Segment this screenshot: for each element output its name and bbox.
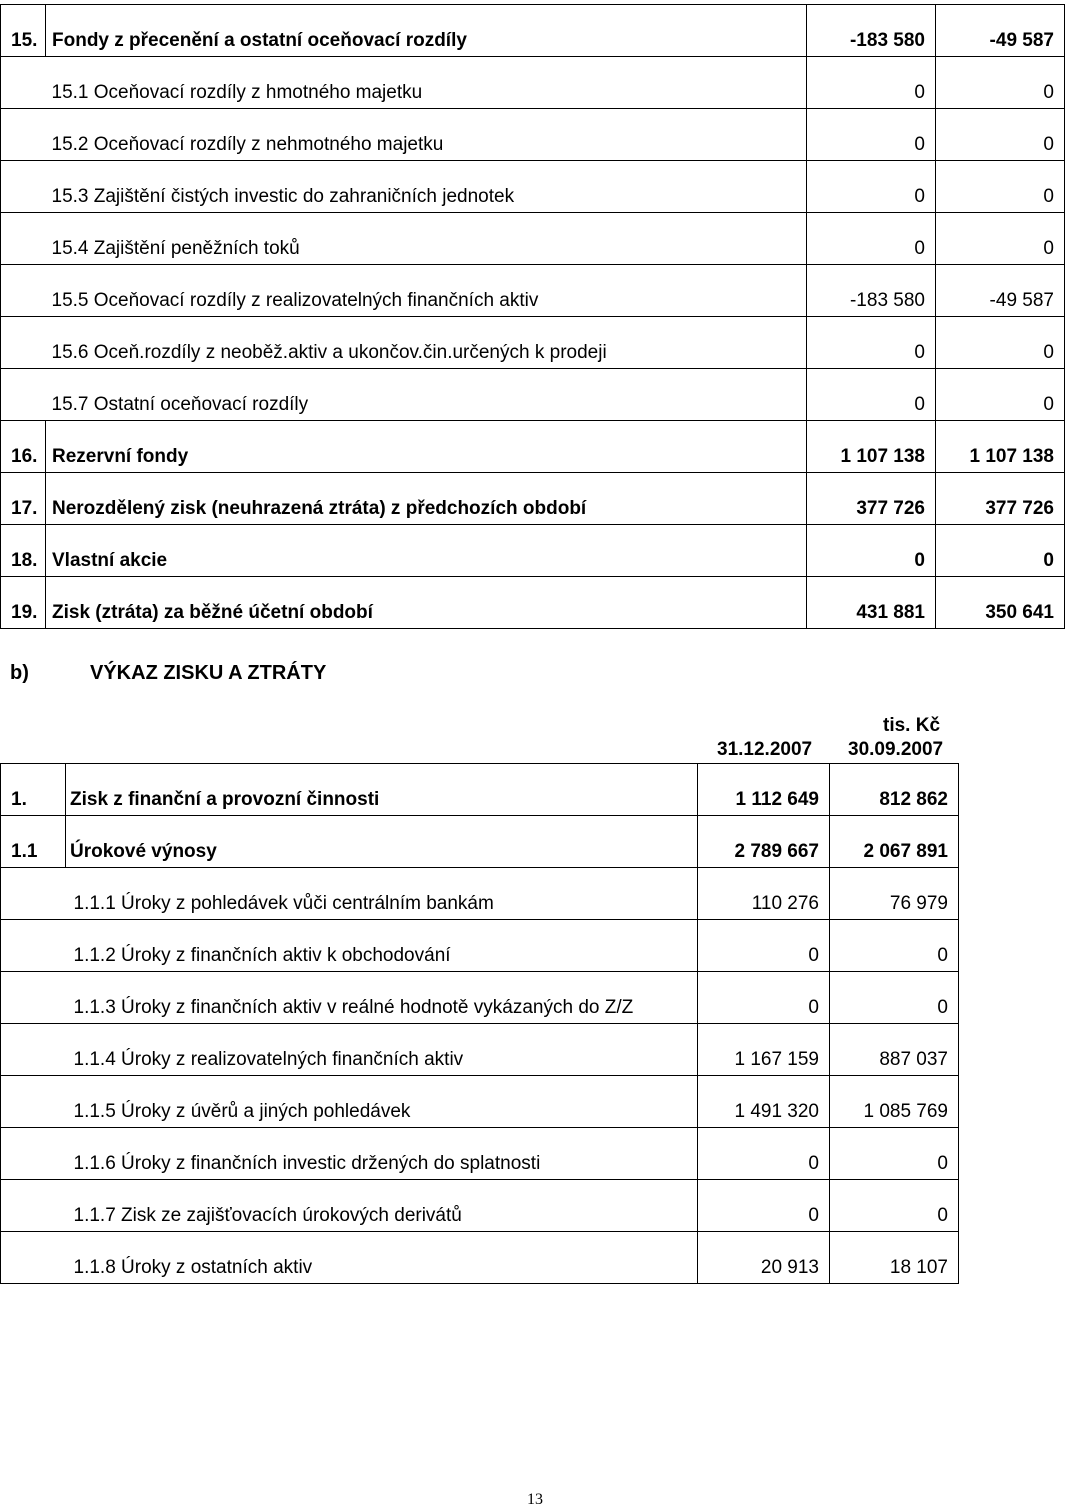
value-current: 1 167 159 [698,1024,830,1076]
table-row [1,421,1065,473]
row-label: Úrokové výnosy [66,816,698,868]
row-label: 15.4 Zajištění peněžních toků [46,213,807,265]
row-label: 15.7 Ostatní oceňovací rozdíly [46,369,807,421]
row-label: 1.1.2 Úroky z finančních aktiv k obchodování [66,920,698,972]
value-previous: 18 107 [830,1232,959,1284]
row-code-cell [1,920,66,972]
value-previous: 887 037 [830,1024,959,1076]
table-row [1,57,1065,109]
table-row [1,1076,959,1128]
row-label: Fondy z přecenění a ostatní oceňovací rozdíly [46,5,807,57]
value-previous: 0 [936,317,1065,369]
table-row [1,369,1065,421]
value-previous: 0 [936,109,1065,161]
value-previous: 1 085 769 [830,1076,959,1128]
row-code: 1.1 [1,816,66,868]
value-current: 0 [698,972,830,1024]
row-label: Zisk z finanční a provozní činnosti [66,764,698,816]
value-current: 110 276 [698,868,830,920]
table-row [1,5,1065,57]
table-row [1,1180,959,1232]
row-code-cell [1,265,46,317]
value-current: 0 [807,109,936,161]
value-current: 1 112 649 [698,764,830,816]
row-code: 18. [1,525,46,577]
table-row [1,577,1065,629]
value-previous: 0 [830,920,959,972]
row-code: 19. [1,577,46,629]
table-row [1,972,959,1024]
row-code-cell [1,161,46,213]
row-code-cell [1,369,46,421]
table-row [1,816,959,868]
row-code-cell [1,972,66,1024]
table-row [1,764,959,816]
row-label: Vlastní akcie [46,525,807,577]
value-current: 0 [807,161,936,213]
row-label: 1.1.7 Zisk ze zajišťovacích úrokových derivátů [66,1180,698,1232]
row-code: 17. [1,473,46,525]
table-row [1,473,1065,525]
column-header-2007-09: 30.09.2007 [848,739,944,760]
value-previous: 0 [936,161,1065,213]
value-previous: 0 [936,369,1065,421]
value-current: 0 [807,525,936,577]
value-current: -183 580 [807,265,936,317]
row-label: 15.5 Oceňovací rozdíly z realizovatelných finančních aktiv [46,265,807,317]
unit-label: tis. Kč [883,715,941,736]
row-label: 1.1.5 Úroky z úvěrů a jiných pohledávek [66,1076,698,1128]
row-label: Rezervní fondy [46,421,807,473]
row-label: 15.6 Oceň.rozdíly z neoběž.aktiv a ukončov.čin.určených k prodeji [46,317,807,369]
row-label: Zisk (ztráta) za běžné účetní období [46,577,807,629]
row-code-cell [1,57,46,109]
row-label: 15.3 Zajištění čistých investic do zahraničních jednotek [46,161,807,213]
value-previous: 0 [830,972,959,1024]
table-row [1,317,1065,369]
table-row [1,213,1065,265]
value-previous: 812 862 [830,764,959,816]
table-row [1,265,1065,317]
value-current: -183 580 [807,5,936,57]
balance-table [0,4,1065,629]
section-title: VÝKAZ ZISKU A ZTRÁTY [90,662,327,684]
section-letter: b) [10,662,29,684]
value-previous: 0 [830,1128,959,1180]
value-previous: 0 [936,57,1065,109]
row-code-cell [1,213,46,265]
value-previous: 2 067 891 [830,816,959,868]
row-label: 1.1.4 Úroky z realizovatelných finančních aktiv [66,1024,698,1076]
value-previous: 0 [830,1180,959,1232]
table-row [1,1232,959,1284]
value-current: 0 [807,369,936,421]
value-previous: 1 107 138 [936,421,1065,473]
row-label: Nerozdělený zisk (neuhrazená ztráta) z předchozích období [46,473,807,525]
row-code: 16. [1,421,46,473]
row-code-cell [1,1128,66,1180]
value-previous: 350 641 [936,577,1065,629]
table-row [1,920,959,972]
value-previous: 76 979 [830,868,959,920]
column-header-2007-12: 31.12.2007 [717,739,813,760]
value-previous: -49 587 [936,5,1065,57]
table-row [1,1128,959,1180]
value-current: 0 [807,213,936,265]
row-code-cell [1,868,66,920]
value-current: 20 913 [698,1232,830,1284]
table-row [1,525,1065,577]
value-previous: 0 [936,213,1065,265]
value-current: 2 789 667 [698,816,830,868]
value-current: 431 881 [807,577,936,629]
row-code-cell [1,1024,66,1076]
row-label: 1.1.6 Úroky z finančních investic držených do splatnosti [66,1128,698,1180]
row-label: 15.2 Oceňovací rozdíly z nehmotného majetku [46,109,807,161]
income-table [0,763,959,1284]
value-current: 377 726 [807,473,936,525]
table-row [1,161,1065,213]
row-code-cell [1,1180,66,1232]
table-row [1,1024,959,1076]
value-current: 0 [807,57,936,109]
value-previous: 377 726 [936,473,1065,525]
value-current: 0 [698,1180,830,1232]
row-code-cell [1,109,46,161]
table-row [1,109,1065,161]
table-row [1,868,959,920]
page-number: 13 [527,1491,543,1508]
row-code-cell [1,317,46,369]
row-label: 1.1.8 Úroky z ostatních aktiv [66,1232,698,1284]
value-current: 0 [807,317,936,369]
row-label: 1.1.3 Úroky z finančních aktiv v reálné hodnotě vykázaných do Z/Z [66,972,698,1024]
row-label: 15.1 Oceňovací rozdíly z hmotného majetku [46,57,807,109]
value-current: 1 107 138 [807,421,936,473]
row-code-cell [1,1076,66,1128]
row-code-cell [1,1232,66,1284]
row-code: 1. [1,764,66,816]
row-code: 15. [1,5,46,57]
section-heading [10,662,327,685]
value-previous: 0 [936,525,1065,577]
row-label: 1.1.1 Úroky z pohledávek vůči centrálním bankám [66,868,698,920]
value-current: 0 [698,920,830,972]
value-current: 1 491 320 [698,1076,830,1128]
value-current: 0 [698,1128,830,1180]
value-previous: -49 587 [936,265,1065,317]
